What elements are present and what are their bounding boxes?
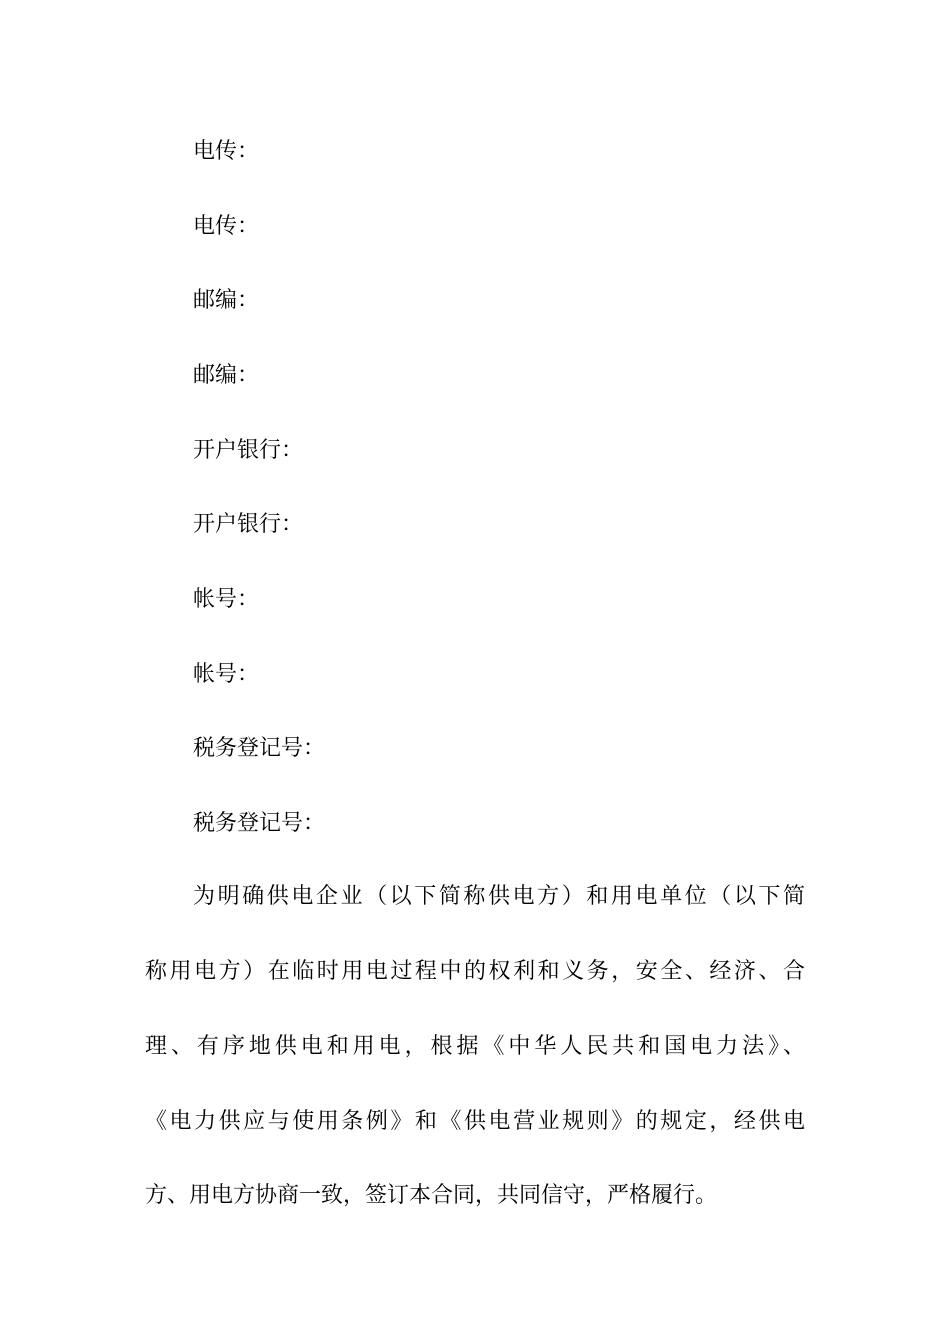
paragraph-line: 方、用电方协商一致，签订本合同，共同信守，严格履行。 [145,1183,718,1208]
paragraph-line: 称用电方）在临时用电过程中的权利和义务，安全、经济、合 [145,959,805,984]
fax-field-label: 电传： [193,139,260,164]
paragraph-line: 理、有序地供电和用电，根据《中华人民共和国电力法》、 [145,1034,805,1059]
bank-field-label: 开户银行： [193,438,304,463]
account-field-label: 帐号： [193,662,260,687]
account-field-label: 帐号： [193,587,260,612]
fax-field-label: 电传： [193,214,260,239]
tax-id-field-label: 税务登记号： [193,811,326,836]
tax-id-field-label: 税务登记号： [193,736,326,761]
postcode-field-label: 邮编： [193,288,260,313]
postcode-field-label: 邮编： [193,363,260,388]
paragraph-line: 《电力供应与使用条例》和《供电营业规则》的规定，经供电 [145,1109,805,1134]
bank-field-label: 开户银行： [193,512,304,537]
paragraph-line: 为明确供电企业（以下简称供电方）和用电单位（以下简 [193,884,805,909]
